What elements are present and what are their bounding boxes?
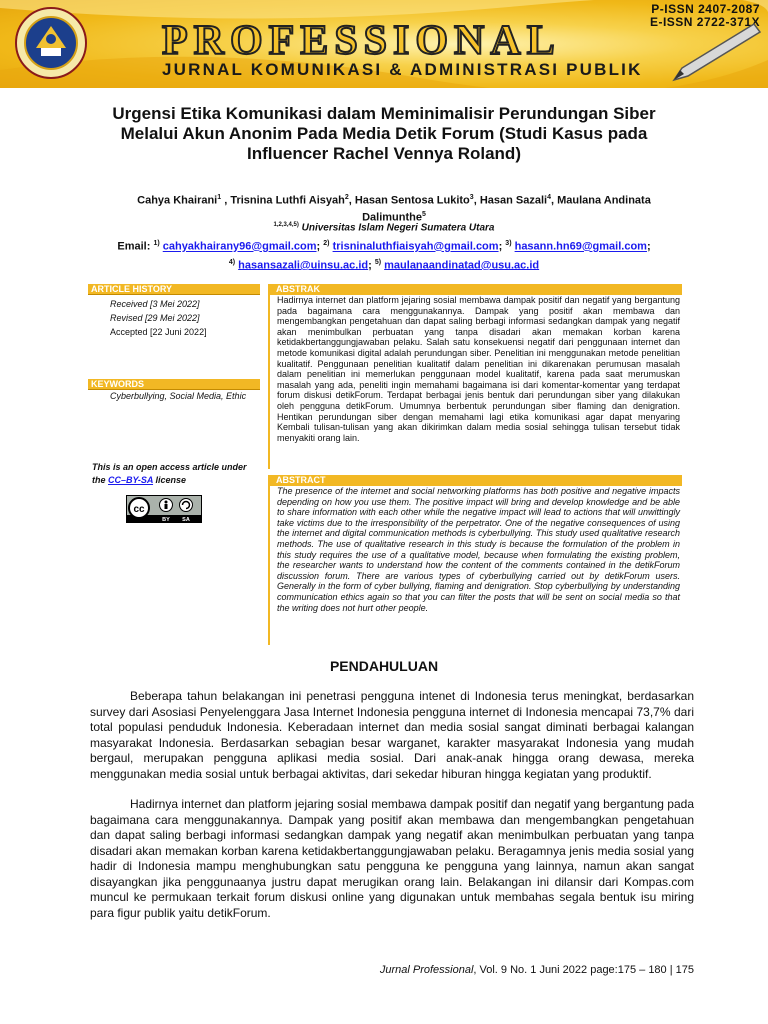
email-link[interactable]: cahyakhairany96@gmail.com — [162, 240, 317, 253]
cc-mark-text: cc — [133, 504, 145, 515]
body-paragraph: Beberapa tahun belakangan ini penetrasi pengguna intenet di Indonesia terus meningkat, berdasarkan survey dari Asosiasi Penyelenggara Jasa Internet Indonesia pengguna internet di Indonesia mencapai 73,7% dari total populasi penduduk Indonesia. Keberadaan internet dan media sosial sangat diminati berbagai kalangan masyarakat Indonesia. Berdasarkan sebagian besar warganet, karakter masyarakat Indonesia yang mudah bergaul, merupakan pengguna aplikasi media sosial. Dari anak-anak hingga orang dewasa, mereka menggunakan media sosial untuk berbagai aktivitas, dari sekedar hiburan hingga kegiatan yang produktif. — [90, 689, 694, 781]
author-sup: 1 — [217, 194, 222, 201]
by-label: BY — [162, 517, 170, 523]
affiliation — [0, 222, 768, 233]
author-list — [110, 191, 678, 224]
journal-name: PROFESSIONAL — [162, 18, 561, 64]
email-link[interactable]: hasann.hn69@gmail.com — [514, 240, 647, 253]
abstract-text: The presence of the internet and social networking platforms has both positive and negative impacts depending on how you use them. The positive impact will bring and develop knowledge and be able to share information with each other while the negative impact will lead to actions that will unwittingly take victims due to the irresponsibility of the perpetrator. One of the negative consequences of using the internet and digital communication methods is cyberbullying. This study used qualitative research methods. The use of qualitative research in this study is because the formulation of the problem in this study requires the use of a qualitative model, because when formulating the existing problem, the researcher wants to understand how the content of the comments contained in the detikForum discussion forum. There are various types of cyberbullying carried out by detikForum users. Generally in the form of cyber bullying, flaming and denigration. Stop cyberbullying by understanding communication ethics again so that you can filter the posts that will be sent on social media so that the writing does not hurt other people. — [277, 486, 680, 613]
email-sup: 4) — [228, 258, 236, 266]
article-history-heading: ARTICLE HISTORY — [88, 284, 260, 295]
email-label: Email: — [117, 240, 151, 253]
affiliation-name: Universitas Islam Negeri Sumatera Utara — [301, 222, 495, 234]
author-name: Hasan Sazali — [479, 194, 548, 207]
email-sup: 2) — [323, 240, 330, 247]
author-sup: 5 — [422, 210, 426, 218]
author-separator: , — [550, 194, 558, 207]
author-separator: , — [348, 194, 355, 207]
keywords-heading: KEYWORDS — [88, 379, 260, 390]
p-issn: P-ISSN 2407-2087 — [651, 2, 760, 16]
email-sup: 5) — [374, 258, 382, 266]
author-name: Trisnina Luthfi Aisyah — [230, 194, 345, 207]
e-issn: E-ISSN 2722-371X — [649, 15, 760, 29]
author-separator: , — [221, 194, 231, 207]
abstract-heading: ABSTRACT — [270, 475, 682, 486]
pen-icon — [662, 20, 762, 84]
footer-journal-name: Jurnal Professional — [379, 964, 474, 976]
email-link[interactable]: trisninaluthfiaisyah@gmail.com — [332, 240, 499, 253]
open-access-note — [92, 461, 262, 487]
section-title: PENDAHULUAN — [329, 658, 439, 674]
article-title: Urgensi Etika Komunikasi dalam Meminimalisir Perundungan Siber Melalui Akun Anonim Pada Media Detik Forum (Studi Kasus pada Influencer Rachel Vennya Roland) — [112, 104, 656, 163]
revised-date: Revised [29 Mei 2022] — [110, 313, 200, 323]
university-emblem-icon — [14, 6, 88, 80]
accepted-date: Accepted [22 Juni 2022] — [110, 327, 207, 337]
license-link[interactable]: CC–BY-SA — [108, 475, 154, 485]
abstrak-heading: ABSTRAK — [270, 284, 682, 295]
abstrak-text: Hadirnya internet dan platform jejaring sosial membawa dampak positif dan negatif yang bergantung pada bagaimana cara menggunakannya. Dampak yang positif akan membawa dan mengembangkan pengetahuan dan dapat saling berbagi informasi sedangkan dampak yang negatif akan menimbulkan perbuatan yang tanpa disadari akan memakan korban karena ketidakbertanggungjawaban pelaku. Salah satu konsekuensi negatif dari penggunaan internet dan metode komunikasi digital adalah perundungan siber. Penelitian ini menggunakan metode penelitian kualitatif. Penggunaan penelitian kualitatif dalam penelitian ini dikarenakan perumusan masalah dalam penelitian ini memerlukan penggunaan model kualitatif, karena pada saat merumuskan masalah yang ada, peneliti ingin memahami bagaimana isi dari komentar-komentar yang terdapat forum diskusi detikForum. Terdapat berbagai jenis bentuk dari perundungan siber yang dilakukan oleh pengguna detikForum. Umumnya berbentuk perundungan siber flaming dan denigration. Hentikan perundungan siber dengan memahami lagi etika komunikasi agar dapat menyaring Kembali tulisan-tulisan yang akan dikirimkan dalam media sosial sehingga tulisan tersebut tidak menyakiti orang lain. — [277, 295, 680, 443]
abstract-box — [268, 475, 682, 645]
author-sup: 4 — [547, 194, 551, 201]
abstrak-box — [268, 284, 682, 469]
footer-citation: , Vol. 9 No. 1 Juni 2022 page:175 – 180 | 175 — [473, 964, 694, 976]
page-footer — [380, 964, 694, 976]
author-name: Cahya Khairani — [137, 194, 218, 207]
author-name: Hasan Sentosa Lukito — [354, 194, 470, 207]
keywords-text: Cyberbullying, Social Media, Ethic — [110, 391, 247, 401]
author-separator: , — [473, 194, 480, 207]
sa-label: SA — [182, 517, 190, 523]
email-sup: 3) — [505, 240, 512, 247]
cc-by-sa-license-icon[interactable] — [126, 495, 202, 523]
email-sup: 1) — [153, 240, 160, 247]
open-access-suffix: license — [153, 475, 187, 485]
open-access-prefix: This is an open access article under the — [92, 462, 247, 485]
affiliation-sup: 1,2,3,4,5) — [273, 222, 299, 228]
author-sup: 3 — [469, 194, 474, 201]
email-link[interactable]: hasansazali@uinsu.ac.id — [238, 259, 369, 272]
body-paragraph: Hadirnya internet dan platform jejaring sosial membawa dampak positif dan negatif yang bergantung pada bagaimana cara menggunakannya. Dampak yang positif akan membawa dan mengembangkan pengetahuan dan dapat saling berbagi informasi sedangkan dampak yang negatif akan menimbulkan perbuatan yang tanpa disadari akan memakan korban karena ketidakbertanggungjawaban pelaku. Beragamnya jenis media sosial yang hadir di Indonesia mampu menghubungkan satu pengguna ke pengguna yang lainnya, namun akan sangat disayangkan jika penggunaanya justru dapat merugikan orang lain. Belakangan ini dilansir dari Kompas.com muncul ke permukaan terkait forum diskusi online yang digunakan untuk membahas segala bentuk isu miring para figur publik yaitu detikForum. — [90, 797, 694, 920]
author-name: Maulana Andinata Dalimunthe — [362, 194, 651, 224]
journal-subtitle: JURNAL KOMUNIKASI & ADMINISTRASI PUBLIK — [162, 60, 643, 79]
email-link[interactable]: maulanaandinatad@usu.ac.id — [384, 259, 540, 272]
received-date: Received [3 Mei 2022] — [110, 299, 200, 309]
author-sup: 2 — [344, 194, 349, 201]
journal-banner — [0, 0, 768, 88]
email-list: Email: $^{1)}$ cahyakhairany96@gmail.com; $^{2)}$ trisninaluthfiaisyah@gmail.com; $^{3)}$ hasann.hn69@gmail.com; $^{4)}$ hasansazali@uinsu.ac.id; $^{5)}$ maulanaandinatad@usu.ac.id — [117, 240, 651, 272]
